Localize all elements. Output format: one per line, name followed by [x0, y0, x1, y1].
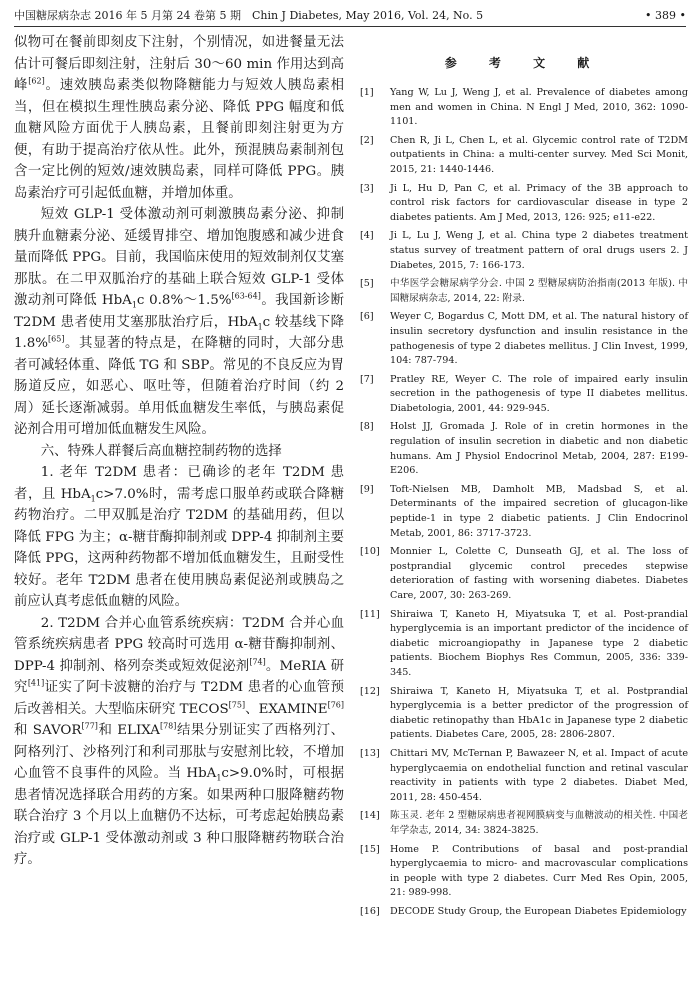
reference-number: [2] [360, 134, 374, 146]
citation-ref: [77] [81, 721, 98, 731]
citation-ref: [41] [27, 678, 45, 688]
citation-ref: [78] [159, 721, 177, 731]
reference-number: [14] [360, 810, 380, 822]
reference-number: [10] [360, 546, 380, 558]
reference-number: [3] [360, 182, 374, 194]
reference-item [360, 229, 688, 273]
running-header [14, 6, 686, 27]
paragraph-insulin-analogs: 似物可在餐前即刻皮下注射，个别情况，如进餐量无法估计可餐后即刻注射，注射后 30～60 min 作用达到高峰[62]。速效胰岛素类似物降糖能力与短效人胰岛素相当，但在模拟生理性胰岛素分泌、降低 PPG 幅度和低血糖风险方面优于人胰岛素，且餐前即刻注射更为方便，有助于提高治疗依从性。此外，预混胰岛素制剂包含一定比例的短效/速效胰岛素，同样可降低 PPG。胰岛素治疗可引起低血糖，并增加体重。 [14, 35, 345, 201]
citation-ref: [74] [249, 657, 266, 667]
reference-list [360, 86, 688, 919]
citation-ref: [63-64] [231, 291, 261, 301]
reference-text: Ji L, Hu D, Pan C, et al. Primacy of the 3B approach to control risk factors for cardiovascular disease in type 2 diabetes patients. Am J Med, 2013, 126: 925; e11-e22. [390, 182, 688, 223]
citation-ref: [65] [48, 334, 65, 344]
paragraph-elderly: 1. 老年 T2DM 患者：已确诊的老年 T2DM 患者，且 HbA$_1$c>7.0%时，需考虑口服单药或联合降糖药物治疗。二甲双胍是治疗 T2DM 的基础用药，但以降低 FPG 为主；α-糖苷酶抑制剂或 DPP-4 抑制剂主要降低 PPG，这两种药物都不增加低血糖发生，且耐受性较好。老年 T2DM 患者在使用胰岛素促泌剂或胰岛之前应认真考虑低血糖的风险。 [14, 465, 344, 609]
reference-item [360, 310, 688, 368]
reference-item [360, 608, 688, 681]
journal-citation: 中国糖尿病杂志 2016 年 5 月第 24 卷第 5 期 Chin J Diabetes, May 2016, Vol. 24, No. 5 [14, 9, 484, 22]
reference-text: Toft-Nielsen MB, Damholt MB, Madsbad S, et al. Determinants of the impaired secretion of glucagon-like peptide-1 in type 2 diabetic patients. J Clin Endocrinol Metab, 2001, 86: 3717-3723. [390, 483, 688, 539]
reference-text: 中华医学会糖尿病学分会. 中国 2 型糖尿病防治指南(2013 年版). 中国糖尿病杂志, 2014, 22: 附录. [390, 278, 688, 304]
reference-item [360, 905, 688, 920]
citation-ref: [75] [228, 700, 246, 710]
reference-item [360, 420, 688, 478]
reference-item [360, 545, 688, 603]
reference-number: [5] [360, 278, 374, 290]
references-column [360, 32, 688, 923]
reference-number: [13] [360, 747, 380, 759]
reference-number: [6] [360, 311, 374, 323]
section-heading: 六、特殊人群餐后高血糖控制药物的选择 [40, 443, 282, 459]
reference-item [360, 809, 688, 838]
reference-item [360, 483, 688, 541]
reference-text: DECODE Study Group, the European Diabetes Epidemiology [390, 905, 687, 917]
reference-number: [4] [360, 230, 374, 242]
reference-text: Yang W, Lu J, Weng J, et al. Prevalence of diabetes among men and women in China. N Engl J Med, 2010, 362: 1090-1101. [390, 87, 688, 128]
reference-item [360, 685, 688, 743]
reference-item [360, 277, 688, 306]
reference-text: Holst JJ, Gromada J. Role of in cretin hormones in the regulation of insulin secretion in diabetic and non diabetic humans. Am J Physiol Endocrinol Metab, 2004, 287: E199-E206. [390, 421, 688, 477]
reference-item [360, 134, 688, 178]
reference-text: 陈玉灵. 老年 2 型糖尿病患者视网膜病变与血糖波动的相关性. 中国老年学杂志, 2014, 34: 3824-3825. [390, 810, 688, 836]
reference-text: Pratley RE, Weyer C. The role of impaired early insulin secretion in the pathogenesis of type II diabetes mellitus. Diabetologia, 2001, 44: 929-945. [390, 373, 688, 414]
citation-ref: [62] [28, 76, 45, 86]
paragraph-glp1: 短效 GLP-1 受体激动剂可刺激胰岛素分泌、抑制胰升血糖素分泌、延缓胃排空、增加饱腹感和减少进食量而降低 PPG。目前，我国临床使用的短效制剂仅艾塞那肽。在二甲双胍治疗的基础上联合短效 GLP-1 受体激动剂可降低 HbA$_1$c 0.8%～1.5%[63-64]。我国新诊断 T2DM 患者使用艾塞那肽治疗后，HbA$_1$c 较基线下降 1.8%[65]。其显著的特点是，在降糖的同时，大部分患者可减轻体重、降低 TG 和 SBP。常见的不良反应为胃肠道反应，如恶心、呕吐等，但随着治疗时间（约 2 周）延长逐渐减弱。单用低血糖发生率低，与胰岛素促泌剂合用可增加低血糖发生风险。 [14, 207, 345, 437]
reference-text: Ji L, Lu J, Weng J, et al. China type 2 diabetes treatment status survey of treatment pattern of oral drugs users 2. J Diabetes, 2015, 7: 166-173. [390, 230, 688, 271]
reference-text: Monnier L, Colette C, Dunseath GJ, et al. The loss of postprandial glycemic control precedes stepwise deterioration of fasting with worsening diabetes. Diabetes Care, 2007, 30: 263-269. [390, 546, 688, 601]
reference-item [360, 86, 688, 130]
citation-ref: [76] [327, 700, 344, 710]
reference-text: Chittari MV, McTernan P, Bawazeer N, et al. Impact of acute hyperglycaemia on endothelial function and retinal vascular reactivity in patients with type 2 diabetes. Diabet Med, 2011, 28: 450-454. [390, 747, 688, 803]
reference-item [360, 182, 688, 226]
reference-number: [12] [360, 685, 380, 697]
reference-number: [16] [360, 905, 380, 917]
reference-item [360, 747, 688, 805]
paragraph-cardiovascular: 2. T2DM 合并心血管系统疾病：T2DM 合并心血管系统疾病患者 PPG 较高时可选用 α-糖苷酶抑制剂、DPP-4 抑制剂、格列奈类或短效促泌剂[74]。MeRIA 研究[41]证实了阿卡波糖的治疗与 T2DM 患者的心血管预后改善相关。大型临床研究 TECOS[75]、EXAMINE[76]和 SAVOR[77]和 ELIXA[78]结果分别证实了西格列汀、阿格列汀、沙格列汀和利司那肽与安慰剂比较，不增加心血管不良事件的风险。当 HbA$_1$c>9.0%时，可根据患者情况选择联合用药的方案。如果两种口服降糖药物联合治疗 3 个月以上血糖仍不达标，可考虑起始胰岛素治疗或 GLP-1 受体激动剂或 3 种口服降糖药物联合治疗。 [14, 615, 344, 867]
reference-number: [7] [360, 373, 374, 385]
reference-text: Shiraiwa T, Kaneto H, Miyatsuka T, et al. Post-prandial hyperglycemia is an important predictor of the incidence of diabetic microangiopathy in Japanese type 2 diabetic patients. Biochem Biophys Res Commun, 2005, 336: 339-345. [390, 608, 688, 678]
reference-text: Weyer C, Bogardus C, Mott DM, et al. The natural history of insulin secretory dysfunction and insulin resistance in the pathogenesis of type 2 diabetes mellitus. J Clin Invest, 1999, 104: 787-794. [390, 311, 688, 367]
reference-number: [8] [360, 421, 374, 433]
reference-text: Chen R, Ji L, Chen L, et al. Glycemic control rate of T2DM outpatients in China: a multi-center survey. Med Sci Monit, 2015, 21: 1440-1446. [390, 134, 688, 175]
body-text-column [14, 32, 344, 871]
reference-item [360, 373, 688, 417]
reference-text: Shiraiwa T, Kaneto H, Miyatsuka T, et al. Postprandial hyperglycemia is a better predictor of the progression of diabetic retinopathy than HbA1c in Japanese type 2 diabetic patients. Diabetes Care, 2005, 28: 2806-2807. [390, 685, 688, 741]
reference-number: [15] [360, 843, 380, 855]
reference-text: Home P. Contributions of basal and post-prandial hyperglycaemia to micro- and macrovascular complications in people with type 2 diabetes. Curr Med Res Opin, 2005, 21: 989-998. [390, 843, 688, 899]
page-number: • 389 • [645, 9, 686, 22]
reference-number: [11] [360, 608, 380, 620]
reference-number: [9] [360, 483, 374, 495]
references-heading: 参 考 文 献 [444, 56, 604, 70]
reference-number: [1] [360, 87, 374, 98]
reference-item [360, 843, 688, 901]
